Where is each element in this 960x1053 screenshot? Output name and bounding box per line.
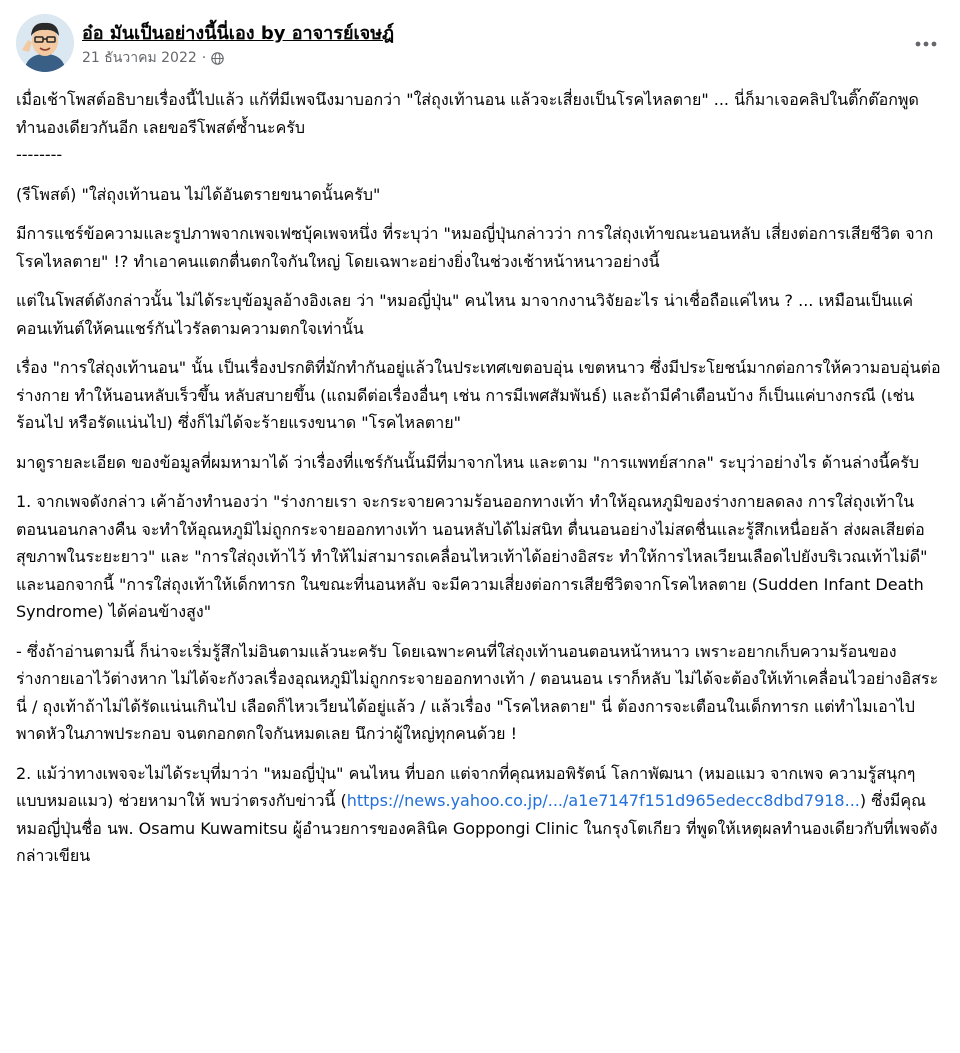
post-header bbox=[16, 14, 944, 74]
more-options-button[interactable] bbox=[908, 26, 944, 62]
post-body bbox=[16, 86, 942, 882]
post-paragraph: 1. จากเพจดังกล่าว เค้าอ้างทำนองว่า "ร่างกายเรา จะกระจายความร้อนออกทางเท้า ทำให้อุณหภูมิของร่างกายลดลง การใส่ถุงเท้าในตอนนอนกลางคืน จะทำให้อุณหภูมิไม่ถูกกระจายออกทางเท้า นอนหลับได้ไม่สนิท ตื่นนอนอย่างไม่สดชื่นและรู้สึกเหนื่อยล้า ส่งผลเสียต่อสุขภาพในระยะยาว" และ "การใส่ถุงเท้าไว้ ทำให้ไม่สามารถเคลื่อนไหวเท้าได้อย่างอิสระ ทำให้การไหลเวียนเลือดไปยังบริเวณเท้าไม่ดี" และนอกจากนี้ "การใส่ถุงเท้าให้เด็กทารก ในขณะที่นอนหลับ จะมีความเสี่ยงต่อการเสียชีวิตจากโรคไหลตาย (Sudden Infant Death Syndrome) ได้ค่อนข้างสูง" bbox=[16, 492, 928, 621]
post-date[interactable]: 21 ธันวาคม 2022 bbox=[82, 50, 197, 66]
post-author[interactable]: อ๋อ มันเป็นอย่างนี้นี่เอง by อาจารย์เจษฎ์ bbox=[82, 23, 395, 44]
more-horizontal-icon bbox=[915, 41, 937, 47]
avatar[interactable] bbox=[16, 14, 74, 72]
paragraph-text-after-link: ) ซึ่งมีคุณหมอญี่ปุ่นชื่อ นพ. Osamu Kuwamitsu ผู้อำนวยการของคลินิค Goppongi Clinic ในกรุงโตเกียว ที่พูดให้เหตุผลทำนองเดียวกับที่เพจดังกล่าวเขียน bbox=[16, 791, 938, 865]
post-paragraph: (รีโพสต์) "ใส่ถุงเท้านอน ไม่ได้อันตรายขนาดนั้นครับ" bbox=[16, 184, 381, 204]
post-paragraph: - ซึ่งถ้าอ่านตามนี้ ก็น่าจะเริ่มรู้สึกไม่อินตามแล้วนะครับ โดยเฉพาะคนที่ใส่ถุงเท้านอนตอนหน้าหนาว เพราะอยากเก็บความร้อนของร่างกายเอาไว้ต่างหาก ไม่ได้จะกังวลเรื่องอุณหภูมิไม่ถูกกระจายออกทางเท้า / ตอนนอน เราก็หลับ ไม่ได้จะต้องให้เท้าเคลื่อนไวอย่างอิสระนี่ / ถุงเท้าถ้าไม่ได้รัดแน่นเกินไป เลือดก็ไหวเวียนได้อยู่แล้ว / แล้วเรื่อง "โรคไหลตาย" นี่ ต้องการจะเตือนในเด็กทารก แต่ทำไมเอาไปพาดหัวในภาพประกอบ จนตกอกตกใจกันหมดเลย นึกว่าผู้ใหญ่ทุกคนด้วย ! bbox=[16, 641, 939, 743]
avatar-cartoon-icon bbox=[16, 14, 74, 72]
post-paragraph: มีการแชร์ข้อความและรูปภาพจากเพจเฟซบุ้คเพจหนึ่ง ที่ระบุว่า "หมอญี่ปุ่นกล่าวว่า การใส่ถุงเท้าขณะนอนหลับ เสี่ยงต่อการเสียชีวิต จากโรคไหลตาย" !? ทำเอาคนแตกตื่นตกใจกันใหญ่ โดยเฉพาะอย่างยิ่งในช่วงเช้าหน้าหนาวอย่างนี้ bbox=[16, 224, 934, 271]
news-link[interactable]: https://news.yahoo.co.jp/.../a1e7147f151d965edecc8dbd7918... bbox=[346, 791, 860, 810]
post-paragraph: แต่ในโพสต์ดังกล่าวนั้น ไม่ได้ระบุข้อมูลอ้างอิงเลย ว่า "หมอญี่ปุ่น" คนไหน มาจากงานวิจัยอะไร น่าเชื่อถือแค่ไหน ? ... เหมือนเป็นแค่คอนเท้นต์ให้คนแชร์กันไวรัลตามความตกใจเท่านั้น bbox=[16, 291, 914, 338]
post-paragraph: มาดูรายละเอียด ของข้อมูลที่ผมหามาได้ ว่าเรื่องที่แชร์กันนั้นมีที่มาจากไหน และตาม "การแพทย์สากล" ระบุว่าอย่างไร ด้านล่างนี้ครับ bbox=[16, 452, 920, 472]
post-paragraph-last bbox=[16, 760, 942, 870]
paragraph-text-before-link: 2. แม้ว่าทางเพจจะไม่ได้ระบุที่มาว่า "หมอญี่ปุ่น" คนไหน ที่บอก แต่จากที่คุณหมอพิรัตน์ โลกาพัฒนา (หมอแมว จากเพจ ความรู้สนุกๆแบบหมอแมว) ช่วยหามาให้ พบว่าตรงกับข่าวนี้ ( bbox=[16, 763, 916, 810]
meta-separator: · bbox=[201, 50, 207, 66]
post-paragraph: เมื่อเช้าโพสต์อธิบายเรื่องนี้ไปแล้ว แก้ที่มีเพจนึงมาบอกว่า "ใส่ถุงเท้านอน แล้วจะเสี่ยงเป็นโรคไหลตาย" ... นี่ก็มาเจอคลิปในติ๊กต๊อกพูดทำนองเดียวกันอีก เลยขอรีโพสต์ซ้ำนะครับ -------- bbox=[16, 90, 919, 164]
post-meta bbox=[82, 47, 224, 69]
globe-icon bbox=[211, 52, 224, 65]
post-paragraph: เรื่อง "การใส่ถุงเท้านอน" นั้น เป็นเรื่องปรกติที่มักทำกันอยู่แล้วในประเทศเขตอบอุ่น เขตหนาว ซึ่งมีประโยชน์มากต่อการให้ความอบอุ่นต่อร่างกาย ทำให้นอนหลับเร็วขึ้น หลับสบายขึ้น (แถมดีต่อเรื่องอื่นๆ เช่น การมีเพศสัมพันธ์) และถ้ามีคำเตือนบ้าง ก็เป็นแค่บางกรณี (เช่น ร้อนไป หรือรัดแน่นไป) ซึ่งก็ไม่ได้จะร้ายแรงขนาด "โรคไหลตาย" bbox=[16, 358, 941, 432]
